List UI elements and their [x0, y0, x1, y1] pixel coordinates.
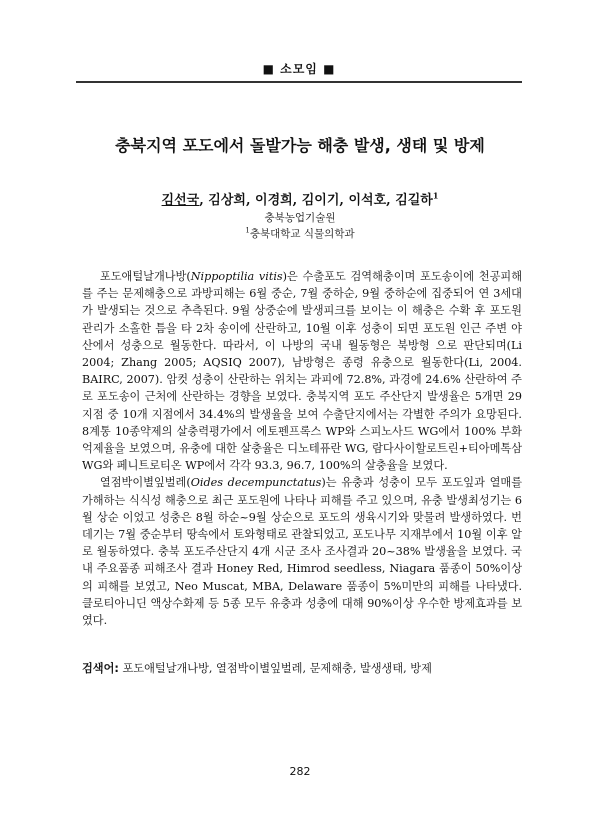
other-authors: , 김상희, 이경희, 김이기, 이석호, 김길하 — [199, 193, 433, 208]
paper-title: 충북지역 포도에서 돌발가능 해충 발생, 생태 및 방제 — [115, 136, 485, 155]
abstract-paragraph-2 — [82, 474, 522, 629]
author-superscript: 1 — [432, 190, 439, 201]
abstract-p2-text-b: )는 유충과 성충이 모두 포도잎과 열매를 가해하는 식식성 해충으로 최근 포도원에 나타나 피해를 주고 있으며, 유충 발생최성기는 6월 상순 이었고 성충은 8월 하순~9월 상순으로 포도의 생육시기와 맞물려 발생하였다. 번데기는 7월 중순부터 땅속에서 토와형태로 관찰되었고, 포도나무 지재부에서 10월 이후 알로 월동하였다. 충북 포도주산단지 4개 시군 조사 조사결과 20~38% 발생율을 보였다. 국내 주요품종 피해조사 결과 Honey Red, Himrod seedless, Niagara 품종이 50%이상의 피해를 보였고, Neo Muscat, MBA, Delaware 품종이 5%미만의 피해를 나타냈다. 클로티아니딘 액상수화제 등 5종 모두 유충과 성충에 대해 90%이상 우수한 방제효과를 보였다. — [82, 476, 523, 628]
affiliation-1-text: 충북농업기술원 — [264, 212, 336, 224]
keywords — [82, 660, 522, 677]
affiliation-2 — [60, 226, 540, 241]
header-rule — [76, 81, 522, 83]
header — [76, 60, 522, 83]
keywords-label: 검색어: — [82, 662, 119, 675]
abstract-p1-text-b: )은 수출포도 검역해충이며 포도송이에 천공피해를 주는 문제해충으로 과방피해는 6월 중순, 7월 중하순, 9월 중하순에 집중되어 연 3세대가 발생되는 것으로 추측된다. 9월 상중순에 발생피크를 보이는 이 해충은 수확 후 포도원 관리가 소홀한 틈을 타 2차 송이에 산란하고, 10월 이후 성충이 되면 포도원 인근 주변 야산에서 성충으로 월동한다. 따라서, 이 나방의 국내 월동형은 북방형 으로 판단되며(Li 2004; Zhang 2005; AQSIQ 2007), 남방형은 종령 유충으로 월동한다(Li, 2004. BAIRC, 2007). 암컷 성충이 산란하는 위치는 과피에 72.8%, 과경에 24.6% 산란하여 주로 포도송이 근처에 산란하는 경향을 보였다. 충북지역 포도 주산단지 발생율은 5개면 29지점 중 10개 지점에서 34.4%의 발생율을 보여 수출단지에서는 각별한 주의가 요망된다. 8계통 10종약제의 살충력평가에서 에토펜프록스 WP와 스피노사드 WG에서 100% 부화억제율을 보였으며, 유충에 대한 살충율은 디노테퓨란 WG, 람다사이할로트린+티아메톡삼 WG와 페니트로티온 WP에서 각각 93.3, 96.7, 100%의 살충율을 보였다. — [82, 270, 523, 473]
page-number: 282 — [289, 765, 311, 778]
affiliation-1 — [60, 210, 540, 225]
affiliation-2-text: 충북대학교 식물의학과 — [249, 228, 355, 240]
species-name-oides: Oides decempunctatus — [190, 476, 322, 490]
author-list — [60, 189, 540, 208]
abstract-p2-text-a: 열점박이별잎벌레( — [99, 476, 191, 490]
abstract-paragraph-1 — [82, 268, 522, 474]
affiliation-2-sup: 1 — [245, 226, 250, 235]
species-name-nippoptilia: Nippoptilia vitis — [190, 270, 283, 283]
first-author: 김선국 — [161, 193, 200, 208]
abstract — [82, 268, 522, 629]
abstract-p1-text-a: 포도애털날개나방( — [99, 270, 191, 283]
keywords-text: 포도애털날개나방, 열점박이별잎벌레, 문제해충, 발생생태, 방제 — [118, 662, 432, 675]
section-tag: ■ 소모임 ■ — [262, 62, 336, 76]
